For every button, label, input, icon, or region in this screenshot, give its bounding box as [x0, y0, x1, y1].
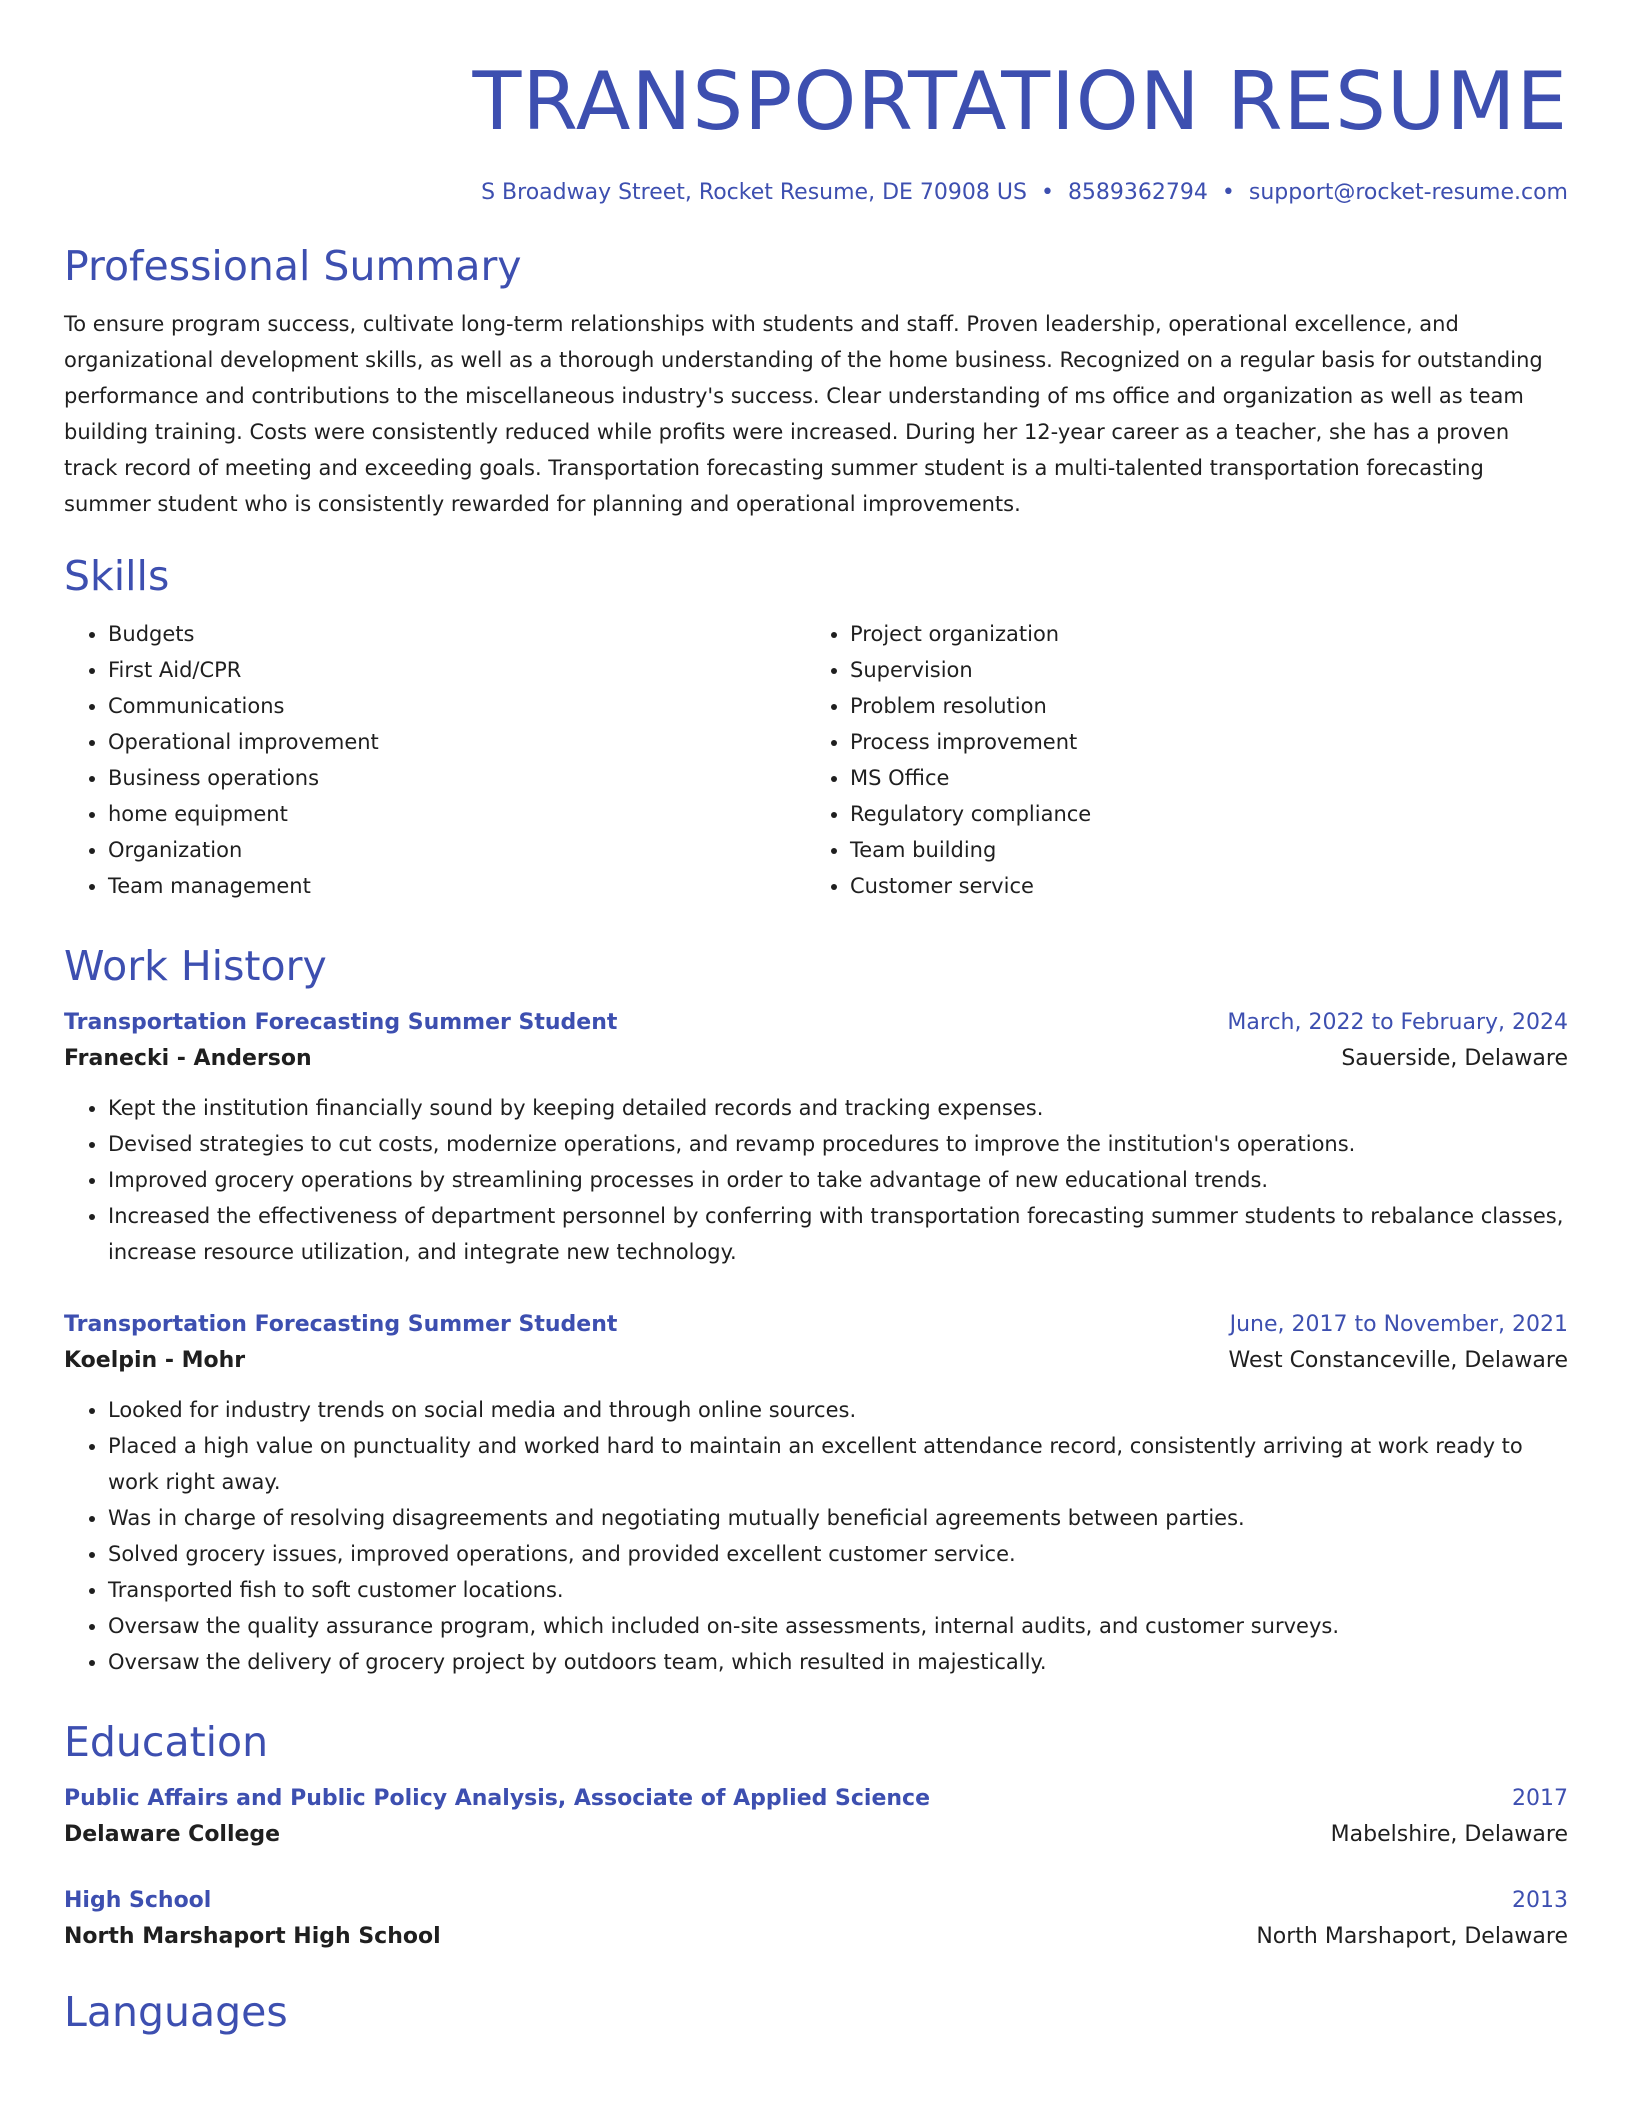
skills-column-right — [806, 616, 1548, 904]
contact-separator: • — [1040, 180, 1054, 205]
skill-item: • Budgets — [108, 616, 806, 652]
skills-list — [64, 616, 1568, 904]
job-bullets — [64, 1392, 1568, 1680]
skill-item: • Team management — [108, 868, 806, 904]
summary-text: To ensure program success, cultivate long-term relationships with students and staff. Proven leadership, operational excellence, and organizational development skills, as well as a thorough understanding of the home business. Recognized on a regular basis for outstanding performance and contributions to the miscellaneous industry's success. Clear understanding of ms office and organization as well as team building training. Costs were consistently reduced while profits were increased. During her 12-year career as a teacher, she has a proven track record of meeting and exceeding goals. Transportation forecasting summer student is a multi-talented transportation forecasting summer student who is consistently rewarded for planning and operational improvements. — [64, 312, 1543, 516]
resume-page — [64, 0, 1568, 2038]
resume-name: TRANSPORTATION RESUME — [472, 55, 1568, 148]
resume-header — [64, 0, 1568, 208]
skills-heading: Skills — [64, 552, 170, 600]
skill-item: • Business operations — [108, 760, 806, 796]
job-location: West Constanceville, Delaware — [1228, 1348, 1568, 1373]
skill-item: • MS Office — [850, 760, 1548, 796]
job-bullet: • Placed a high value on punctuality and worked hard to maintain an excellent attendance record, consistently arriving at work ready to work right away. — [108, 1428, 1568, 1500]
job-entry — [64, 1006, 1568, 1270]
job-entry — [64, 1308, 1568, 1680]
job-dates: March, 2022 to February, 2024 — [1227, 1010, 1568, 1035]
education-entry — [64, 1782, 1568, 1854]
contact-separator: • — [1221, 180, 1235, 205]
skill-item: • Team building — [850, 832, 1548, 868]
job-bullet: • Oversaw the delivery of grocery project by outdoors team, which resulted in majestically. — [108, 1644, 1568, 1680]
languages-heading: Languages — [64, 1988, 288, 2036]
job-bullet: • Kept the institution financially sound by keeping detailed records and tracking expenses. — [108, 1090, 1568, 1126]
contact-email: support@rocket-resume.com — [1248, 180, 1568, 205]
education-entry — [64, 1884, 1568, 1956]
job-bullet: • Was in charge of resolving disagreements and negotiating mutually beneficial agreements between parties. — [108, 1500, 1568, 1536]
skill-item: • Process improvement — [850, 724, 1548, 760]
job-bullets — [64, 1090, 1568, 1270]
education-degree: High School — [64, 1888, 212, 1913]
job-title: Transportation Forecasting Summer Student — [64, 1010, 618, 1035]
skill-item: • Communications — [108, 688, 806, 724]
job-location: Sauerside, Delaware — [1341, 1046, 1568, 1071]
job-bullet: • Improved grocery operations by streamlining processes in order to take advantage of new educational trends. — [108, 1162, 1568, 1198]
contact-phone: 8589362794 — [1067, 180, 1208, 205]
skill-item: • Organization — [108, 832, 806, 868]
education-school: Delaware College — [64, 1822, 281, 1847]
contact-line — [64, 178, 1568, 208]
job-dates: June, 2017 to November, 2021 — [1229, 1312, 1568, 1337]
job-title: Transportation Forecasting Summer Student — [64, 1312, 618, 1337]
job-employer: Koelpin - Mohr — [64, 1348, 246, 1373]
job-bullet: • Oversaw the quality assurance program, which included on-site assessments, internal audits, and customer surveys. — [108, 1608, 1568, 1644]
education-location: Mabelshire, Delaware — [1330, 1822, 1568, 1847]
summary-heading: Professional Summary — [64, 242, 522, 290]
contact-address: S Broadway Street, Rocket Resume, DE 70908 US — [481, 180, 1027, 205]
skill-item: • Project organization — [850, 616, 1548, 652]
skill-item: • First Aid/CPR — [108, 652, 806, 688]
job-bullet: • Solved grocery issues, improved operations, and provided excellent customer service. — [108, 1536, 1568, 1572]
job-bullet: • Looked for industry trends on social media and through online sources. — [108, 1392, 1568, 1428]
education-heading: Education — [64, 1718, 269, 1766]
skill-item: • home equipment — [108, 796, 806, 832]
skill-item: • Problem resolution — [850, 688, 1548, 724]
skill-item: • Supervision — [850, 652, 1548, 688]
job-bullet: • Transported fish to soft customer locations. — [108, 1572, 1568, 1608]
education-degree: Public Affairs and Public Policy Analysis, Associate of Applied Science — [64, 1786, 931, 1811]
job-bullet: • Increased the effectiveness of department personnel by conferring with transportation forecasting summer students to rebalance classes, increase resource utilization, and integrate new technology. — [108, 1198, 1568, 1270]
education-year: 2013 — [1512, 1888, 1568, 1913]
job-bullet: • Devised strategies to cut costs, modernize operations, and revamp procedures to improve the institution's operations. — [108, 1126, 1568, 1162]
skill-item: • Customer service — [850, 868, 1548, 904]
skills-column-left — [64, 616, 806, 904]
education-location: North Marshaport, Delaware — [1256, 1924, 1568, 1949]
skill-item: • Operational improvement — [108, 724, 806, 760]
work-history-heading: Work History — [64, 942, 327, 990]
skill-item: • Regulatory compliance — [850, 796, 1548, 832]
education-year: 2017 — [1512, 1786, 1568, 1811]
job-employer: Franecki - Anderson — [64, 1046, 312, 1071]
education-school: North Marshaport High School — [64, 1924, 441, 1949]
